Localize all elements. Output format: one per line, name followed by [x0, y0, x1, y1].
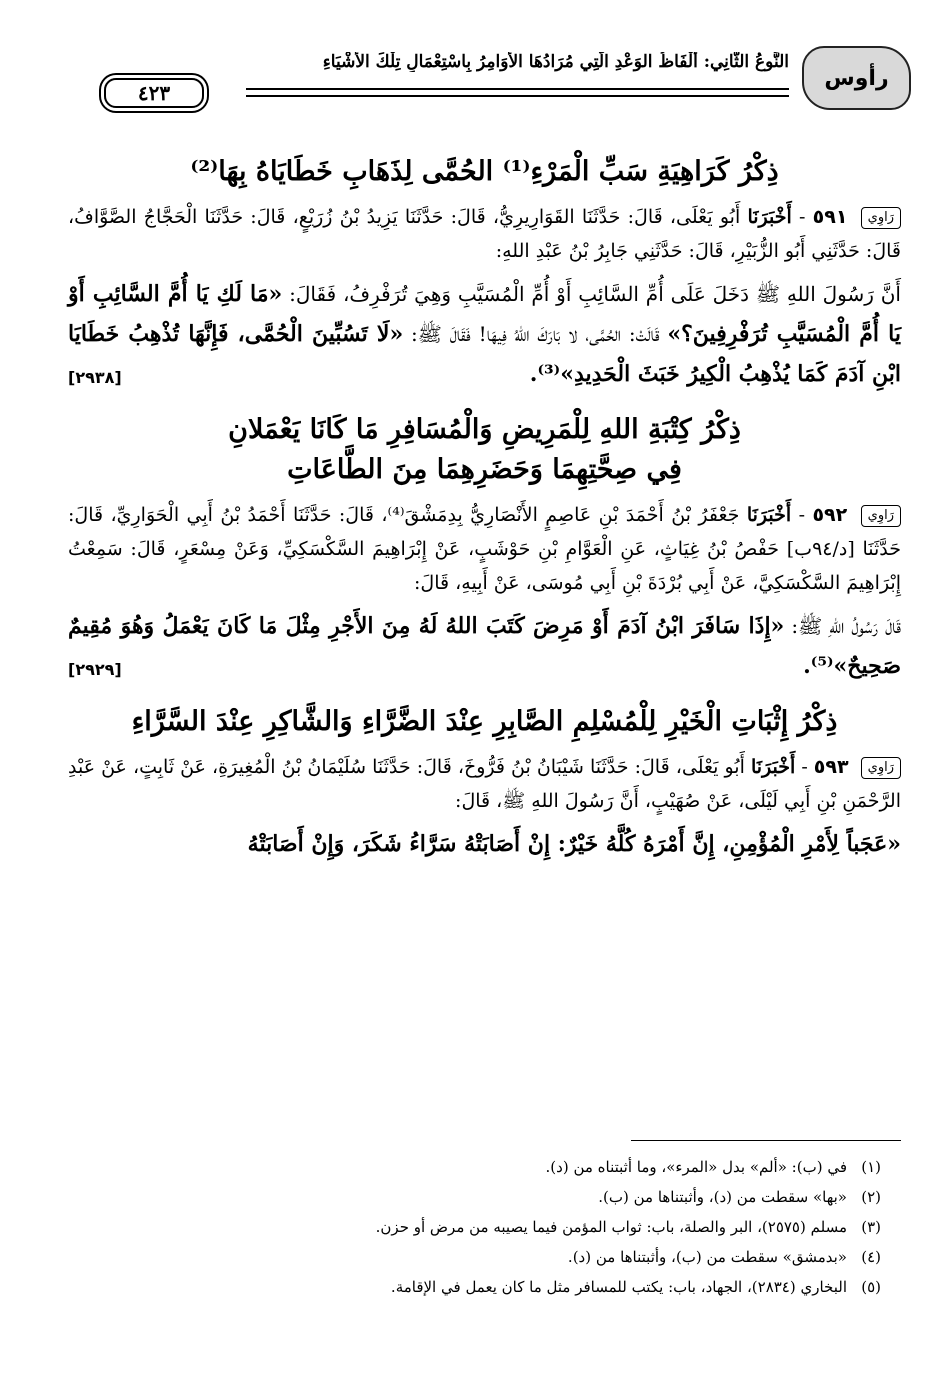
footnote-text: مسلم (٢٥٧٥)، البر والصلة، باب: ثواب المؤمن فيما يصيبه من مرض أو حزن.	[375, 1218, 847, 1236]
section-592	[68, 410, 901, 686]
hadith-isnad: رَاوِي ٥٩١ - أَخْبَرَنَا أَبُو يَعْلَى، قَالَ: حَدَّثَنَا القَوَارِيرِيُّ، قَالَ: حَدَّثَنَا يَزِيدُ بْنُ زُرَيْعٍ، قَالَ: حَدَّثَنَا الْحَجَّاجُ الصَّوَّافُ، قَالَ: حَدَّثَنِي أَبُو الزُّبَيْرِ، قَالَ: حَدَّثَنِي جَابِرُ بْنُ عَبْدِ اللهِ:	[68, 206, 901, 262]
footnote	[60, 1242, 881, 1272]
footnote-text: «بدمشق» سقطت من (ب)، وأثبتناها من (د).	[567, 1248, 847, 1266]
hadith-isnad: رَاوِي ٥٩٢ - أَخْبَرَنَا جَعْفَرُ بْنُ أَحْمَدَ بْنِ عَاصِمٍ الأَنْصَارِيُّ بِدِمَشْقَ⁽⁴⁾، قَالَ: حَدَّثَنَا أَحْمَدُ بْنُ أَبِي الْحَوَارِيِّ، قَالَ: حَدَّثَنَا [د/٩٤ب] حَفْصُ بْنُ غِيَاثٍ، عَنِ الْعَوَّامِ بْنِ حَوْشَبٍ، عَنْ إِبْرَاهِيمَ السَّكْسَكِيِّ، وَعَنْ مِسْعَرٍ، قَالَ: سَمِعْتُ إِبْرَاهِيمَ السَّكْسَكِيَّ، عَنْ أَبِي بُرْدَةَ بْنِ أَبِي مُوسَى، عَنْ أَبِيهِ، قَالَ:	[68, 504, 901, 594]
page-header	[86, 42, 911, 112]
section-heading-line-2: فِي صِحَّتِهِمَا وَحَضَرِهِمَا مِنَ الطَّاعَاتِ	[287, 454, 682, 485]
akhbarana-word: أَخْبَرَنَا	[747, 206, 792, 228]
footnote-text: «بها» سقطت من (د)، وأثبتناها من (ب).	[598, 1188, 847, 1206]
footnote-text: البخاري (٢٨٣٤)، الجهاد، باب: يكتب للمسافر مثل ما كان يعمل في الإقامة.	[390, 1278, 847, 1296]
isnad-text: أَبُو يَعْلَى، قَالَ: حَدَّثَنَا القَوَارِيرِيُّ، قَالَ: حَدَّثَنَا يَزِيدُ بْنُ زُرَيْعٍ، قَالَ: حَدَّثَنَا الْحَجَّاجُ الصَّوَّافُ، قَالَ: حَدَّثَنِي أَبُو الزُّبَيْرِ، قَالَ: حَدَّثَنِي جَابِرُ بْنُ عَبْدِ اللهِ:	[68, 206, 901, 262]
matn-quote: «إِذَا سَافَرَ ابْنُ آدَمَ أَوْ مَرِضَ كَتَبَ اللهُ لَهُ مِنَ الأَجْرِ مِثْلَ مَا كَانَ يَعْمَلُ وَهُوَ مُقِيمٌ صَحِيحٌ»⁽⁵⁾.	[68, 613, 901, 679]
hadith-number: ٥٩١	[812, 206, 848, 228]
footnote	[60, 1212, 881, 1242]
footnote	[60, 1182, 881, 1212]
isnad-text: جَعْفَرُ بْنُ أَحْمَدَ بْنِ عَاصِمٍ الأَنْصَارِيُّ بِدِمَشْقَ⁽⁴⁾، قَالَ: حَدَّثَنَا أَحْمَدُ بْنُ أَبِي الْحَوَارِيِّ، قَالَ: حَدَّثَنَا [د/٩٤ب] حَفْصُ بْنُ غِيَاثٍ، عَنِ الْعَوَّامِ بْنِ حَوْشَبٍ، عَنْ إِبْرَاهِيمَ السَّكْسَكِيِّ، وَعَنْ مِسْعَرٍ، قَالَ: سَمِعْتُ إِبْرَاهِيمَ السَّكْسَكِيَّ، عَنْ أَبِي بُرْدَةَ بْنِ أَبِي مُوسَى، عَنْ أَبِيهِ، قَالَ:	[68, 504, 901, 594]
matn-quote: «مَا لَكِ يَا أُمَّ السَّائِبِ أَوْ يَا أُمَّ الْمُسَيَّبِ تُرَفْرِفِينَ؟»	[68, 281, 902, 347]
footnote-number: (٤)	[861, 1248, 881, 1266]
page-number: ٤٢٣	[104, 78, 204, 108]
footnote-number: (١)	[861, 1158, 881, 1176]
matn-intro: قَالَ رَسُولُ اللهِ ﷺ:	[791, 614, 901, 638]
rawi-marker: رَاوِي	[861, 207, 901, 229]
section-heading-line-1: ذِكْرُ كِتْبَةِ اللهِ لِلْمَرِيضِ وَالْمُسَافِرِ مَا كَانَا يَعْمَلانِ	[228, 414, 741, 445]
footnote	[60, 1152, 881, 1182]
section-591	[68, 152, 901, 394]
footnote-number: (٣)	[861, 1218, 881, 1236]
matn-quote: «لَا تَسُبِّينَ الْحُمَّى، فَإِنَّهَا تُذْهِبُ خَطَايَا ابْنِ آدَمَ كَمَا يُذْهِبُ الْكِيرُ خَبَثَ الْحَدِيدِ»⁽³⁾.	[68, 321, 901, 387]
section-593	[68, 702, 901, 864]
hadith-matn	[68, 274, 901, 394]
matn-quote: «عَجَباً لِأَمْرِ الْمُؤْمِنِ، إِنَّ أَمْرَهُ كُلَّهُ خَيْرٌ: إِنْ أَصَابَتْهُ سَرَّاءُ شَكَرَ، وَإِنْ أَصَابَتْهُ	[247, 831, 901, 857]
footnotes	[60, 1152, 881, 1302]
rawi-marker: رَاوِي	[861, 505, 901, 527]
footnote-text: في (ب): «ألم» بدل «المرء»، وما أثبتناه من (د).	[545, 1158, 847, 1176]
hadith-matn	[68, 606, 901, 686]
running-title: النَّوعُ الثَّانِي: أَلْفَاظُ الوَعْدِ الَّتِي مُرَادُهَا الأَوَامِرُ بِاسْتِعْمَالِ تِلْكَ الأَشْيَاءِ	[322, 52, 789, 72]
book-emblem: رأوس	[802, 46, 911, 110]
hadith-matn	[68, 824, 901, 864]
footnote	[60, 1272, 881, 1302]
hadith-isnad: رَاوِي ٥٩٣ - أَخْبَرَنَا أَبُو يَعْلَى، قَالَ: حَدَّثَنَا شَيْبَانُ بْنُ فَرُّوخَ، قَالَ: حَدَّثَنَا سُلَيْمَانُ بْنُ الْمُغِيرَةِ، عَنْ ثَابِتٍ، عَنْ عَبْدِ الرَّحْمَنِ بْنِ أَبِي لَيْلَى، عَنْ صُهَيْبٍ، أَنَّ رَسُولَ اللهِ ﷺ، قَالَ:	[68, 756, 901, 812]
akhbarana-word: أَخْبَرَنَا	[746, 504, 792, 526]
footnote-number: (٥)	[861, 1278, 881, 1296]
hadith-number: ٥٩٢	[812, 504, 848, 526]
matn-intro: أَنَّ رَسُولَ اللهِ ﷺ دَخَلَ عَلَى أُمِّ السَّائِبِ أَوْ أُمِّ الْمُسَيَّبِ وَهِيَ تُرَفْرِفُ، فَقَالَ:	[289, 282, 901, 306]
akhbarana-word: أَخْبَرَنَا	[750, 756, 796, 778]
hadith-number: ٥٩٣	[813, 756, 849, 778]
footnote-rule	[631, 1140, 901, 1141]
reference-number: [٢٩٣٨]	[68, 368, 122, 387]
matn-middle: قَالَتْ: الحُمَّى، لا بَارَكَ اللهُ فِيهَا! فَقَالَ ﷺ:	[411, 322, 660, 346]
section-heading: ذِكْرُ إِثْبَاتِ الْخَيْرِ لِلْمُسْلِمِ الصَّابِرِ عِنْدَ الضَّرَّاءِ وَالشَّاكِرِ عِنْدَ السَّرَّاءِ	[131, 706, 838, 737]
page-content	[68, 142, 901, 864]
reference-number: [٢٩٢٩]	[68, 660, 122, 679]
isnad-text: أَبُو يَعْلَى، قَالَ: حَدَّثَنَا شَيْبَانُ بْنُ فَرُّوخَ، قَالَ: حَدَّثَنَا سُلَيْمَانُ بْنُ الْمُغِيرَةِ، عَنْ ثَابِتٍ، عَنْ عَبْدِ الرَّحْمَنِ بْنِ أَبِي لَيْلَى، عَنْ صُهَيْبٍ، أَنَّ رَسُولَ اللهِ ﷺ، قَالَ:	[68, 756, 901, 812]
section-heading: ذِكْرُ كَرَاهِيَةِ سَبِّ الْمَرْءِ⁽¹⁾ الحُمَّى لِذَهَابِ خَطَايَاهُ بِهَا⁽²⁾	[190, 156, 779, 187]
footnote-number: (٢)	[861, 1188, 881, 1206]
header-rule	[246, 88, 789, 97]
rawi-marker: رَاوِي	[861, 757, 901, 779]
